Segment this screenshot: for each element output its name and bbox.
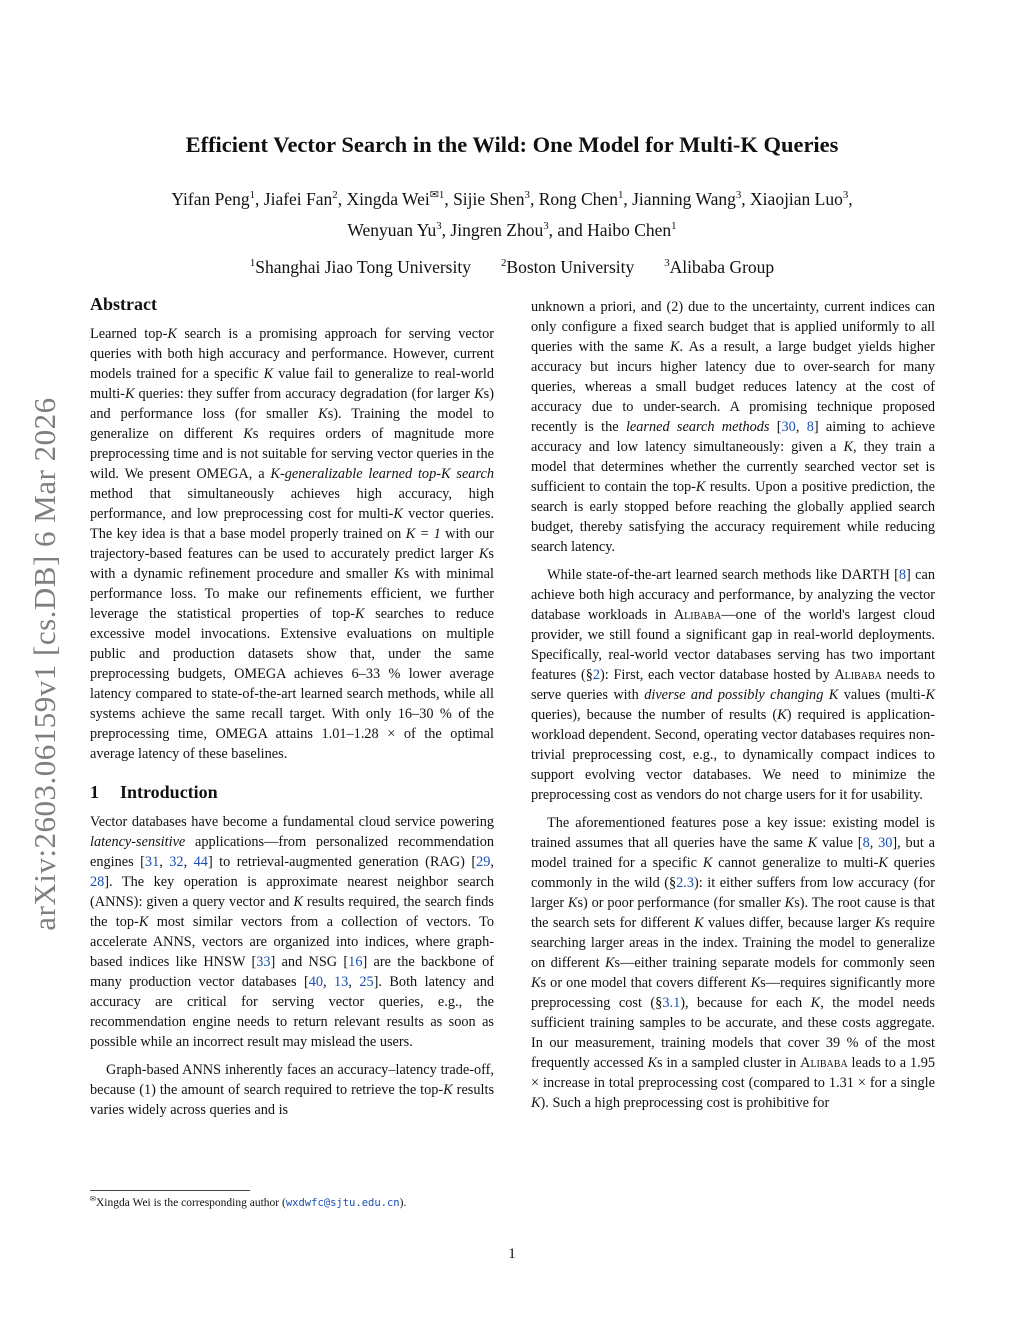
author-name: Sijie Shen	[453, 189, 525, 209]
section-ref-link[interactable]: 3.1	[662, 995, 681, 1011]
author-list: Yifan Peng$^1$, Jiafei Fan$^2$, Xingda Wei$^{✉1}$, Sijie Shen$^3$, Rong Chen$^1$, Jianning Wang$^3$, Xiaojian Luo$^3$, Wenyuan Yu$^3$, Jingren Zhou$^3$, and Haibo Chen$^1$	[171, 189, 853, 240]
author-name: Jianning Wang	[632, 189, 736, 209]
paper-title: Efficient Vector Search in the Wild: One Model for Multi-K Queries	[185, 132, 839, 157]
citation-link[interactable]: 16	[348, 954, 363, 970]
citation-link[interactable]: 8	[862, 835, 870, 851]
citation-link[interactable]: 44	[193, 854, 208, 870]
citation-link[interactable]: 31	[144, 854, 160, 870]
author-name: Jiafei Fan	[263, 189, 333, 209]
intro-paragraph: Vector databases have become a fundamental cloud service powering latency-sensitive applications—from personalized recommendation engines [31, 32, 44] to retrieval-augmented generation (RAG) [29, 28]. The key operation is approximate nearest neighbor search (ANNS): given a query vector and K results required, the search finds the top-K most similar vectors from a collection of vectors. To accelerate ANNS, vectors are organized into indices, where graph-based indices like HNSW [33] and NSG [16] are the backbone of many production vector databases [40, 13, 25]. Both latency and accuracy are critical for serving vector queries, e.g., the recommendation engine needs to return relevant results as soon as possible while an incorrect result may mislead the users.	[90, 814, 494, 1050]
affiliation-mark: 3	[664, 257, 670, 270]
affiliation-mark: 2	[500, 257, 507, 270]
section-title: Introduction	[120, 782, 218, 802]
author-name: Rong Chen	[538, 189, 618, 209]
envelope-icon: ✉	[90, 1195, 96, 1204]
author-affiliation-mark: 3	[842, 189, 849, 202]
citation-link[interactable]: 13	[334, 974, 349, 990]
left-column	[90, 292, 494, 1120]
citation-link[interactable]: 33	[256, 954, 271, 970]
author-affiliation-mark: 3	[543, 220, 549, 233]
right-column	[531, 297, 935, 1113]
arxiv-identifier-stamp	[22, 378, 67, 950]
author-affiliation-mark: 1	[249, 189, 256, 202]
citation-link[interactable]: 30	[878, 835, 893, 851]
section-ref-link[interactable]: 2	[592, 667, 601, 683]
author-name: Jingren Zhou	[450, 220, 544, 240]
footnote-rule	[90, 1190, 250, 1191]
citation-link[interactable]: 28	[90, 874, 105, 890]
affiliation-name: Alibaba Group	[669, 257, 775, 277]
abstract-paragraph: Learned top-K search is a promising approach for serving vector queries with both high accuracy and performance. However, current models trained for a specific K value fail to generalize to real-world multi-K queries: they suffer from accuracy degradation (for larger Ks) and performance loss (for smaller Ks). Training the model to generalize on different Ks requires orders of magnitude more preprocessing time and is not suitable for serving vector queries in the wild. We present OMEGA, a K-generalizable learned top-K search method that simultaneously achieves high accuracy, high performance, and low preprocessing cost for multi-K vector queries. The key idea is that a base model properly trained on K = 1 with our trajectory-based features can be used to accurately predict larger Ks with a dynamic refinement procedure and smaller Ks with minimal performance loss. To make our refinements efficient, we further leverage the statistical properties of top-K searches to reduce excessive model invocations. Extensive evaluations on multiple public and production datasets show that, under the same preprocessing budgets, OMEGA achieves 6–33 % lower average latency compared to state-of-the-art learned search methods, while all systems achieve the same recall target. With only 16–30 % of the preprocessing time, OMEGA attains 1.01–1.28 × of the optimal average latency of these baselines.	[90, 326, 495, 762]
author-name: Xingda Wei	[346, 189, 430, 209]
citation-link[interactable]: 29	[476, 854, 491, 870]
citation-link[interactable]: 25	[359, 974, 374, 990]
citation-link[interactable]: 8	[806, 419, 814, 435]
introduction-heading	[90, 780, 494, 804]
author-name: Yifan Peng	[171, 189, 250, 209]
section-ref-link[interactable]: 2.3	[676, 875, 695, 891]
arxiv-identifier-text: arXiv:2603.06159v1 [cs.DB] 6 Mar 2026	[26, 397, 62, 931]
footnote-text: ✉Xingda Wei is the corresponding author (wxdwfc@sjtu.edu.cn).	[90, 1195, 407, 1209]
intro-paragraph: Graph-based ANNS inherently faces an accuracy–latency trade-off, because (1) the amount of search required to retrieve the top-K results varies widely across queries and is	[90, 1062, 495, 1118]
page-number: 1	[508, 1246, 516, 1262]
author-name: Wenyuan Yu	[347, 220, 437, 240]
affiliation-list	[90, 253, 934, 281]
citation-link[interactable]: 30	[781, 419, 796, 435]
author-affiliation-mark: 2	[332, 189, 338, 202]
author-affiliation-mark: ✉1	[429, 189, 445, 202]
body-paragraph: unknown a priori, and (2) due to the uncertainty, current indices can only configure a fixed search budget that is applied uniformly to all queries with the same K. As a result, a large budget yields higher accuracy but incurs higher latency due to over-search for many queries, whereas a small budget reduces latency at the cost of accuracy due to under-search. A promising technique proposed recently is the learned search methods [30, 8] aiming to achieve accuracy and low latency simultaneously: given a K, they train a model that determines whether the currently searched vector set is sufficient to contain the top-K results. Upon a positive prediction, the search is early stopped before reaching the globally applied search budget, thereby satisfying the accuracy requirement while reducing search latency.	[531, 299, 935, 555]
author-affiliation-mark: 3	[436, 220, 442, 233]
body-paragraph: While state-of-the-art learned search methods like DARTH [8] can achieve both high accuracy and performance, by analyzing the vector database workloads in Alibaba—one of the world's largest cloud provider, we still found a significant gap in real-world deployments. Specifically, real-world vector databases serving has two important features (§2): First, each vector database hosted by Alibaba needs to serve queries with diverse and possibly changing K values (multi-K queries), because the number of results (K) required is application-workload dependent. Second, operating vector databases requires non-trivial preprocessing cost, e.g., to dynamically compact indices to support evolving vector databases. We need to minimize the preprocessing cost as vendors do not charge users for it for usability.	[531, 567, 936, 803]
email-link[interactable]: wxdwfc@sjtu.edu.cn	[285, 1197, 400, 1209]
footnote	[90, 1190, 494, 1211]
author-affiliation-mark: 1	[671, 220, 677, 233]
affiliation-mark: 1	[249, 257, 256, 270]
author-affiliation-mark: 3	[735, 189, 742, 202]
citation-link[interactable]: 32	[169, 854, 184, 870]
author-name: Haibo Chen	[587, 220, 672, 240]
citation-link[interactable]: 40	[308, 974, 323, 990]
section-number: 1	[90, 782, 99, 802]
affiliation-name: Boston University	[506, 257, 635, 277]
author-affiliation-mark: 3	[524, 189, 530, 202]
author-name: Xiaojian Luo	[750, 189, 843, 209]
citation-link[interactable]: 8	[898, 567, 907, 583]
abstract-heading: Abstract	[90, 294, 157, 314]
author-affiliation-mark: 1	[617, 189, 624, 202]
affiliation-name: Shanghai Jiao Tong University	[255, 257, 471, 277]
body-paragraph: The aforementioned features pose a key issue: existing model is trained assumes that all queries have the same K value [8, 30], but a model trained for a specific K cannot generalize to multi-K queries commonly in the wild (§2.3): it either suffers from low accuracy (for larger Ks) or poor performance (for smaller Ks). The root cause is that the search sets for different K values differ, because larger Ks require searching larger areas in the index. Training the model to generalize on different Ks—either training separate models for commonly seen Ks or one model that covers different Ks—requires significantly more preprocessing cost (§3.1), because for each K, the model needs sufficient training samples to be accurate, and these costs aggregate. In our measurement, training models that cover 39 % of the most frequently accessed Ks in a sampled cluster in Alibaba leads to a 1.95 × increase in total preprocessing cost (compared to 1.31 × for a single K). Such a high preprocessing cost is prohibitive for	[531, 815, 936, 1111]
